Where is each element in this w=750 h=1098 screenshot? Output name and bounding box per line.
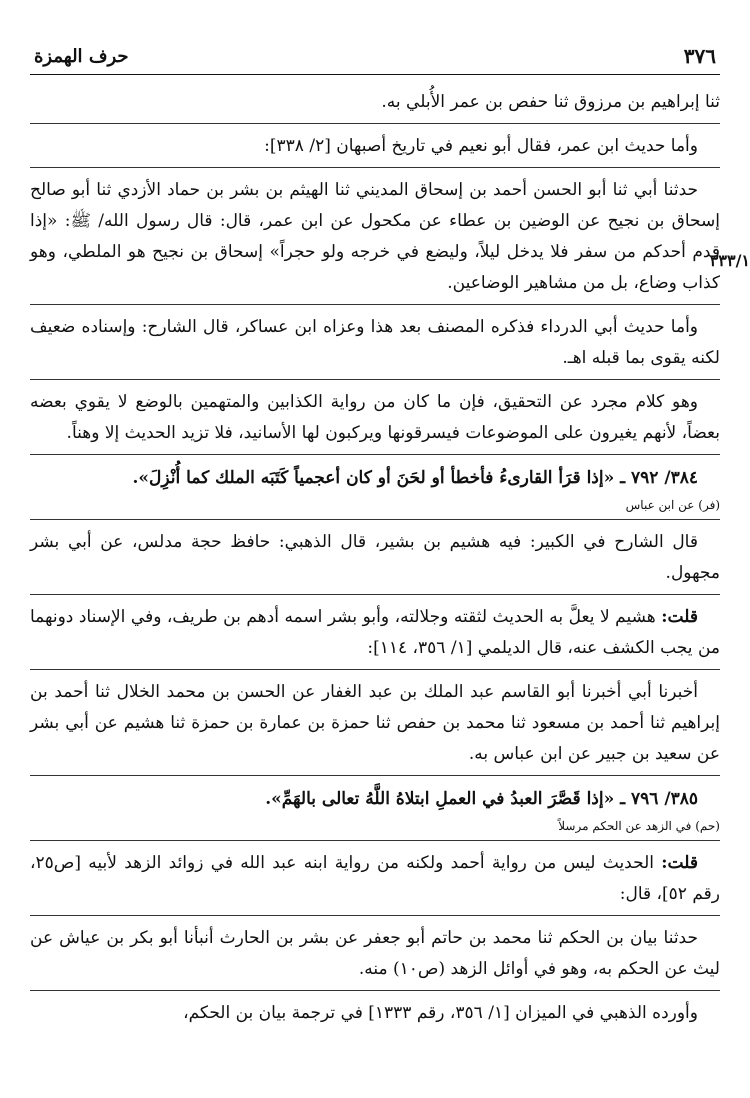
paragraph xyxy=(30,848,720,910)
paragraph: أخبرنا أبي أخبرنا أبو القاسم عبد الملك بن عبد الغفار عن الحسن بن محمد الخلال ثنا أحمد بن إبراهيم ثنا أحمد بن مسعود ثنا محمد بن حفص ثنا حمزة بن عمارة بن حمزة ثنا هشيم عن أبي بشر عن سعيد بن جبير عن ابن عباس به. xyxy=(30,682,720,764)
divider xyxy=(30,840,720,841)
hadith-source: (فر) عن ابن عباس xyxy=(625,498,720,512)
divider xyxy=(30,454,720,455)
paragraph: وأما حديث ابن عمر، فقال أبو نعيم في تاريخ أصبهان [٢/ ٣٣٨]: xyxy=(264,136,698,156)
paragraph: حدثنا بيان بن الحكم ثنا محمد بن حاتم أبو جعفر عن بشر بن الحارث أنبأنا أبو بكر بن عياش عن ليث عن الحكم به، وهو في أوائل الزهد (ص١٠) منه. xyxy=(30,928,720,979)
divider xyxy=(30,990,720,991)
paragraph-text: هشيم لا يعلَّ به الحديث لثقته وجلالته، وأبو بشر اسمه أدهم بن طريف، وفي الإسناد دونهما من يجب الكشف عنه، قال الديلمي [١/ ٣٥٦، ١١٤]: xyxy=(30,607,720,658)
divider xyxy=(30,519,720,520)
divider xyxy=(30,915,720,916)
divider xyxy=(30,594,720,595)
margin-reference: ٣٣٣/١ xyxy=(709,251,750,270)
paragraph xyxy=(30,602,720,664)
paragraph: وهو كلام مجرد عن التحقيق، فإن ما كان من رواية الكذابين والمتهمين بالوضع لا يقوي بعضه بعضاً، لأنهم يغيرون على الموضوعات فيسرقونها ويركبون لها الأسانيد، فلا تزيد الحديث إلا وهناً. xyxy=(30,392,720,443)
hadith-entry: ٣٨٤/ ٧٩٢ ـ «إذا قرَأ القارىءُ فأخطأ أو لحَنَ أو كان أعجمياً كَتَبَه الملك كما أُنْزِلَ». xyxy=(132,468,698,488)
page-number: ٣٧٦ xyxy=(683,44,716,68)
paragraph-text: الحديث ليس من رواية أحمد ولكنه من رواية ابنه عبد الله في زوائد الزهد لأبيه [ص٢٥، رقم ٥٢]، قال: xyxy=(30,853,720,904)
divider xyxy=(30,379,720,380)
qult-label: قلت: xyxy=(661,853,699,873)
paragraph: وأورده الذهبي في الميزان [١/ ٣٥٦، رقم ١٣٣٣] في ترجمة بيان بن الحكم، xyxy=(183,1003,698,1023)
divider xyxy=(30,304,720,305)
chapter-title: حرف الهمزة xyxy=(34,46,129,67)
page-body xyxy=(30,87,750,1029)
paragraph: وأما حديث أبي الدرداء فذكره المصنف بعد هذا وعزاه ابن عساكر، قال الشارح: وإسناده ضعيف لكنه يقوى بما قبله اهـ. xyxy=(30,317,720,368)
divider xyxy=(30,775,720,776)
divider xyxy=(30,123,720,124)
paragraph: ثنا إبراهيم بن مرزوق ثنا حفص بن عمر الأُبلي به. xyxy=(381,92,720,112)
page xyxy=(30,40,750,1029)
divider xyxy=(30,669,720,670)
hadith-source: (حم) في الزهد عن الحكم مرسلاً xyxy=(558,819,720,833)
paragraph: حدثنا أبي ثنا أبو الحسن أحمد بن إسحاق المديني ثنا الهيثم بن بشر بن حماد الأزدي ثنا أبو صالح إسحاق بن نجيح عن الوضين بن عطاء عن مكحول عن ابن عمر، قال: قال رسول الله/ ﷺ: «إذا قدم أحدكم من سفر فلا يدخل ليلاً، وليضع في خرجه ولو حجراً» إسحاق بن نجيح هو الملطي، وهو كذاب وضاع، بل من مشاهير الوضاعين. xyxy=(30,180,720,293)
qult-label: قلت: xyxy=(661,607,698,627)
paragraph: قال الشارح في الكبير: فيه هشيم بن بشير، قال الذهبي: حافظ حجة مدلس، عن أبي بشر مجهول. xyxy=(30,532,720,583)
hadith-entry: ٣٨٥/ ٧٩٦ ـ «إذا قَصَّرَ العبدُ في العملِ ابتلاهُ اللَّهُ تعالى بالهَمِّ». xyxy=(265,789,698,809)
page-header xyxy=(30,40,720,75)
divider xyxy=(30,167,720,168)
